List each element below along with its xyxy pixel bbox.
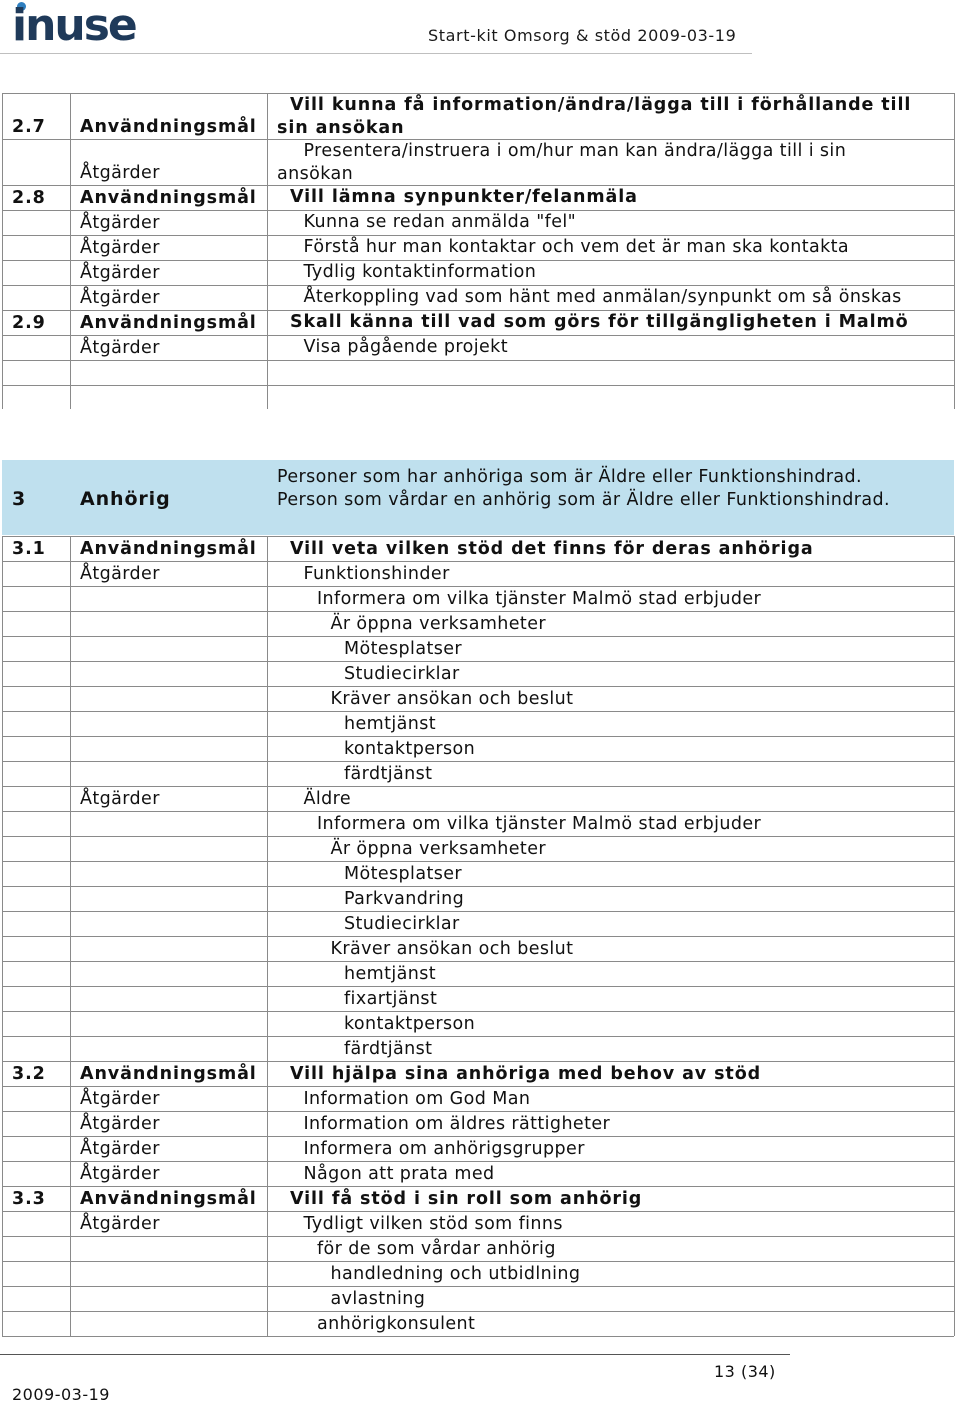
- row-type-label: Åtgärder: [80, 163, 160, 183]
- section-3-title: Anhörig: [80, 488, 171, 510]
- table2-row-rule: [2, 961, 954, 962]
- row-description: Informera om anhörigsgrupper: [303, 1139, 585, 1159]
- table1-col-rule: [2, 93, 3, 409]
- table2-row-rule: [2, 936, 954, 937]
- row-type-label: Åtgärder: [80, 1139, 160, 1159]
- row-description: Studiecirklar: [344, 664, 460, 684]
- table2-row-rule: [2, 986, 954, 987]
- table2-row-rule: [2, 1061, 954, 1062]
- row-type-label: Åtgärder: [80, 789, 160, 809]
- table1-row-rule: [2, 139, 954, 140]
- table2-row-rule: [2, 1236, 954, 1237]
- table2-row-rule: [2, 811, 954, 812]
- section-3-number: 3: [12, 488, 27, 510]
- row-description: Informera om vilka tjänster Malmö stad erbjuder: [317, 814, 762, 834]
- row-type-label: Användningsmål: [80, 313, 257, 333]
- table2-col-rule: [70, 536, 71, 1336]
- table2-col-rule: [2, 536, 3, 1336]
- table2-row-rule: [2, 1086, 954, 1087]
- table2-row-rule: [2, 1161, 954, 1162]
- table1-row-rule: [2, 260, 954, 261]
- row-number: 3.3: [12, 1189, 46, 1209]
- row-description: Information om God Man: [303, 1089, 531, 1109]
- row-description: färdtjänst: [344, 1039, 433, 1059]
- row-type-label: Användningsmål: [80, 1189, 257, 1209]
- row-description: Vill lämna synpunkter/felanmäla: [290, 187, 638, 207]
- row-type-label: Användningsmål: [80, 188, 257, 208]
- row-description: Visa pågående projekt: [303, 337, 508, 357]
- header-rule: [0, 53, 752, 54]
- row-type-label: Åtgärder: [80, 1214, 160, 1234]
- row-description: anhörigkonsulent: [317, 1314, 476, 1334]
- row-description: Mötesplatser: [344, 639, 462, 659]
- table2-row-rule: [2, 711, 954, 712]
- row-description: Vill få stöd i sin roll som anhörig: [290, 1189, 643, 1209]
- table1-row-rule: [2, 360, 954, 361]
- table1-row-rule: [2, 335, 954, 336]
- row-type-label: Åtgärder: [80, 338, 160, 358]
- table2-row-rule: [2, 561, 954, 562]
- table1-row-rule: [2, 385, 954, 386]
- row-type-label: Åtgärder: [80, 1114, 160, 1134]
- row-description: Parkvandring: [344, 889, 465, 909]
- row-type-label: Åtgärder: [80, 288, 160, 308]
- table1-col-rule: [954, 93, 955, 409]
- footer-date: 2009-03-19: [12, 1385, 110, 1404]
- table2-row-rule: [2, 786, 954, 787]
- row-type-label: Åtgärder: [80, 238, 160, 258]
- table1-row-rule: [2, 235, 954, 236]
- table1-row-rule: [2, 210, 954, 211]
- row-description: ansökan: [277, 164, 354, 184]
- row-number: 3.1: [12, 539, 46, 559]
- table1-row-rule: [2, 185, 954, 186]
- row-number: 2.7: [12, 117, 46, 137]
- table1-col-rule: [267, 93, 268, 409]
- row-type-label: Användningsmål: [80, 539, 257, 559]
- row-type-label: Åtgärder: [80, 1089, 160, 1109]
- row-description: Tydlig kontaktinformation: [303, 262, 537, 282]
- row-description: Skall känna till vad som görs för tillgängligheten i Malmö: [290, 312, 909, 332]
- table2-row-rule: [2, 536, 954, 537]
- inuse-logo: inuse: [12, 0, 136, 51]
- table2-row-rule: [2, 1036, 954, 1037]
- table2-row-rule: [2, 1186, 954, 1187]
- table2-row-rule: [2, 1286, 954, 1287]
- row-description: Äldre: [303, 789, 352, 809]
- row-type-label: Åtgärder: [80, 564, 160, 584]
- table2-row-rule: [2, 611, 954, 612]
- table2-row-rule: [2, 1011, 954, 1012]
- row-description: Studiecirklar: [344, 914, 460, 934]
- row-description: Kunna se redan anmälda "fel": [303, 212, 577, 232]
- table2-row-rule: [2, 661, 954, 662]
- row-description: handledning och utbidlning: [330, 1264, 581, 1284]
- row-description: kontaktperson: [344, 739, 476, 759]
- row-type-label: Åtgärder: [80, 213, 160, 233]
- table2-row-rule: [2, 886, 954, 887]
- row-number: 3.2: [12, 1064, 46, 1084]
- section-3-desc-line-1: Personer som har anhöriga som är Äldre eller Funktionshindrad.: [277, 467, 863, 487]
- table2-row-rule: [2, 1261, 954, 1262]
- table2-row-rule: [2, 1136, 954, 1137]
- row-description: sin ansökan: [277, 118, 405, 138]
- page-number: 13 (34): [714, 1362, 776, 1381]
- table2-row-rule: [2, 686, 954, 687]
- table2-row-rule: [2, 911, 954, 912]
- table2-col-rule: [954, 536, 955, 1336]
- row-description: för de som vårdar anhörig: [317, 1239, 556, 1259]
- row-number: 2.8: [12, 188, 46, 208]
- table2-row-rule: [2, 761, 954, 762]
- row-description: Förstå hur man kontaktar och vem det är man ska kontakta: [303, 237, 850, 257]
- row-description: Återkoppling vad som hänt med anmälan/synpunkt om så önskas: [303, 287, 902, 307]
- row-type-label: Åtgärder: [80, 263, 160, 283]
- row-description: Är öppna verksamheter: [330, 839, 546, 859]
- row-type-label: Användningsmål: [80, 1064, 257, 1084]
- row-number: 2.9: [12, 313, 46, 333]
- row-description: Tydligt vilken stöd som finns: [303, 1214, 563, 1234]
- table2-row-rule: [2, 586, 954, 587]
- table1-row-rule: [2, 310, 954, 311]
- row-description: Presentera/instruera i om/hur man kan ändra/lägga till i sin: [303, 141, 847, 161]
- table2-row-rule: [2, 736, 954, 737]
- row-description: avlastning: [330, 1289, 426, 1309]
- table2-row-rule: [2, 1311, 954, 1312]
- row-description: fixartjänst: [344, 989, 438, 1009]
- row-description: Funktionshinder: [303, 564, 450, 584]
- row-description: Vill kunna få information/ändra/lägga till i förhållande till: [290, 95, 912, 115]
- table2-row-rule: [2, 636, 954, 637]
- row-description: Vill hjälpa sina anhöriga med behov av stöd: [290, 1064, 762, 1084]
- table2-row-rule: [2, 836, 954, 837]
- table2-row-rule: [2, 861, 954, 862]
- row-type-label: Användningsmål: [80, 117, 257, 137]
- document-title: Start-kit Omsorg & stöd 2009-03-19: [428, 26, 737, 45]
- row-description: Vill veta vilken stöd det finns för deras anhöriga: [290, 539, 814, 559]
- row-description: hemtjänst: [344, 714, 437, 734]
- table1-row-rule: [2, 285, 954, 286]
- row-description: hemtjänst: [344, 964, 437, 984]
- table2-row-rule: [2, 1211, 954, 1212]
- row-type-label: Åtgärder: [80, 1164, 160, 1184]
- table2-row-rule: [2, 1336, 954, 1337]
- footer-rule: [0, 1354, 790, 1355]
- row-description: Är öppna verksamheter: [330, 614, 546, 634]
- table2-col-rule: [267, 536, 268, 1336]
- row-description: Mötesplatser: [344, 864, 462, 884]
- row-description: Information om äldres rättigheter: [303, 1114, 611, 1134]
- row-description: Informera om vilka tjänster Malmö stad erbjuder: [317, 589, 762, 609]
- section-3-desc-line-2: Person som vårdar en anhörig som är Äldre eller Funktionshindrad.: [277, 490, 890, 510]
- table1-col-rule: [70, 93, 71, 409]
- row-description: färdtjänst: [344, 764, 433, 784]
- row-description: Kräver ansökan och beslut: [330, 689, 574, 709]
- row-description: kontaktperson: [344, 1014, 476, 1034]
- row-description: Kräver ansökan och beslut: [330, 939, 574, 959]
- table1-row-rule: [2, 93, 954, 94]
- table2-row-rule: [2, 1111, 954, 1112]
- row-description: Någon att prata med: [303, 1164, 495, 1184]
